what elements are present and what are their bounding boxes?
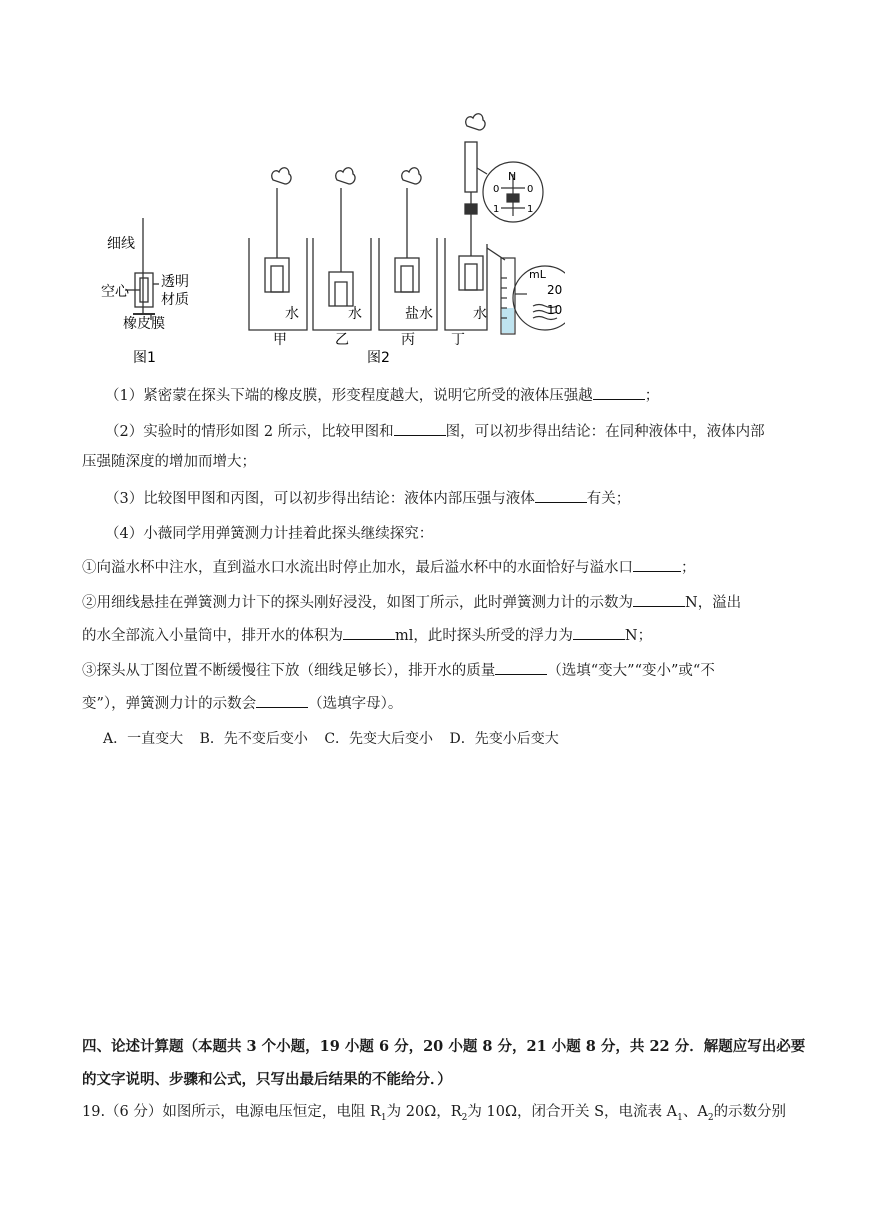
q19-sub-3: 1 <box>677 1112 683 1123</box>
question-2 <box>105 421 765 442</box>
container-label-jia: 甲 <box>273 332 287 348</box>
meter-zero-right: 0 <box>527 184 534 195</box>
section-4-heading-continued: 的文字说明、步骤和公式，只写出最后结果的不能给分．） <box>82 1071 452 1088</box>
step-2-text: ②用细线悬挂在弹簧测力计下的探头刚好浸没，如图丁所示，此时弹簧测力计的示数为 <box>82 595 633 611</box>
option-a[interactable]: A．一直变大 <box>103 731 184 747</box>
answer-blank[interactable] <box>633 557 681 572</box>
answer-blank[interactable] <box>573 625 625 640</box>
step-3-tail: （选填“变大”“变小”或“不 <box>547 663 715 679</box>
answer-options <box>103 728 571 748</box>
question-2-tail: 图，可以初步得出结论：在同种液体中，液体内部 <box>445 424 765 440</box>
q19-part-2: 为 20Ω，R <box>386 1104 462 1120</box>
question-1-text: （1）紧密蒙在探头下端的橡皮膜，形变程度越大，说明它所受的液体压强越 <box>105 388 593 404</box>
answer-blank[interactable] <box>495 660 547 675</box>
question-3 <box>105 488 630 509</box>
container-label-ding: 丁 <box>451 332 465 348</box>
step-1-text: ①向溢水杯中注水，直到溢水口水流出时停止加水，最后溢水杯中的水面恰好与溢水口 <box>82 560 633 576</box>
meter-zero-left: 0 <box>493 184 500 195</box>
label-hollow: 空心 <box>101 284 129 300</box>
question-2-text: （2）实验时的情形如图 2 所示，比较甲图和 <box>105 424 394 440</box>
label-thread: 细线 <box>107 236 135 252</box>
liquid-label-ding: 水 <box>473 306 487 322</box>
q19-part-4: 、A <box>682 1104 708 1120</box>
q19-part-5: 的示数分别 <box>713 1104 787 1120</box>
question-3-tail: 有关； <box>586 491 631 507</box>
question-4: （4）小薇同学用弹簧测力计挂着此探头继续探究： <box>105 526 434 542</box>
cylinder-mark-10: 10 <box>547 303 563 317</box>
step-2-tail: N，溢出 <box>685 595 742 611</box>
answer-blank[interactable] <box>535 488 587 503</box>
answer-blank[interactable] <box>256 693 308 708</box>
step-3 <box>82 660 715 681</box>
liquid-label-bing: 盐水 <box>405 306 433 322</box>
container-label-yi: 乙 <box>335 332 349 348</box>
label-material-1: 透明 <box>161 274 189 290</box>
meter-one-left: 1 <box>493 204 500 215</box>
cylinder-mark-20: 20 <box>547 283 563 297</box>
q19-sub-1: 1 <box>380 1112 387 1123</box>
label-material-2: 材质 <box>161 292 189 308</box>
question-19 <box>82 1100 786 1123</box>
q19-part-1: 19.（6 分）如图所示，电源电压恒定，电阻 R <box>82 1104 381 1120</box>
step-2-cont-mid: ml，此时探头所受的浮力为 <box>395 628 573 644</box>
step-3-cont-text: 变”），弹簧测力计的示数会 <box>82 696 257 712</box>
step-1 <box>82 557 696 578</box>
question-1 <box>105 385 659 406</box>
container-label-bing: 丙 <box>401 332 415 348</box>
step-2-cont-text: 的水全部流入小量筒中，排开水的体积为 <box>82 628 343 644</box>
meter-one-right: 1 <box>527 204 534 215</box>
q19-sub-4: 2 <box>707 1112 714 1123</box>
figure-2-caption: 图2 <box>367 350 390 366</box>
question-2-continued: 压强随深度的增加而增大； <box>82 454 256 470</box>
step-3-continued <box>82 693 402 714</box>
answer-blank[interactable] <box>593 385 645 400</box>
liquid-label-yi: 水 <box>348 306 362 322</box>
experiment-figure <box>95 108 565 373</box>
q19-part-3: 为 10Ω，闭合开关 S，电流表 A <box>467 1104 678 1120</box>
liquid-label-jia: 水 <box>285 306 299 322</box>
step-1-tail: ； <box>681 560 696 576</box>
container-ding <box>445 114 505 330</box>
answer-blank[interactable] <box>394 421 446 436</box>
option-b[interactable]: B．先不变后变小 <box>199 731 308 747</box>
answer-blank[interactable] <box>633 592 685 607</box>
option-d[interactable]: D．先变小后变大 <box>449 731 559 747</box>
step-2-continued <box>82 625 652 646</box>
question-3-text: （3）比较图甲图和丙图，可以初步得出结论：液体内部压强与液体 <box>105 491 535 507</box>
label-membrane: 橡皮膜 <box>123 316 165 332</box>
step-2-cont-tail: N； <box>624 628 653 644</box>
step-3-text: ③探头从丁图位置不断缓慢往下放（细线足够长），排开水的质量 <box>82 663 496 679</box>
figure-1-probe <box>125 218 159 320</box>
cylinder-unit: mL <box>529 268 546 281</box>
container-yi <box>313 168 371 330</box>
q19-sub-2: 2 <box>461 1112 468 1123</box>
step-2 <box>82 592 741 613</box>
section-4-heading: 四、论述计算题（本题共 3 个小题，19 小题 6 分，20 小题 8 分，21 小题 8 分，共 22 分．解题应写出必要 <box>82 1038 806 1055</box>
question-1-tail: ； <box>644 388 660 404</box>
figure-1-caption: 图1 <box>133 350 156 366</box>
option-c[interactable]: C．先变大后变小 <box>324 731 434 747</box>
answer-blank[interactable] <box>343 625 395 640</box>
step-3-cont-tail: （选填字母）。 <box>308 696 403 712</box>
meter-unit: N <box>508 170 517 183</box>
